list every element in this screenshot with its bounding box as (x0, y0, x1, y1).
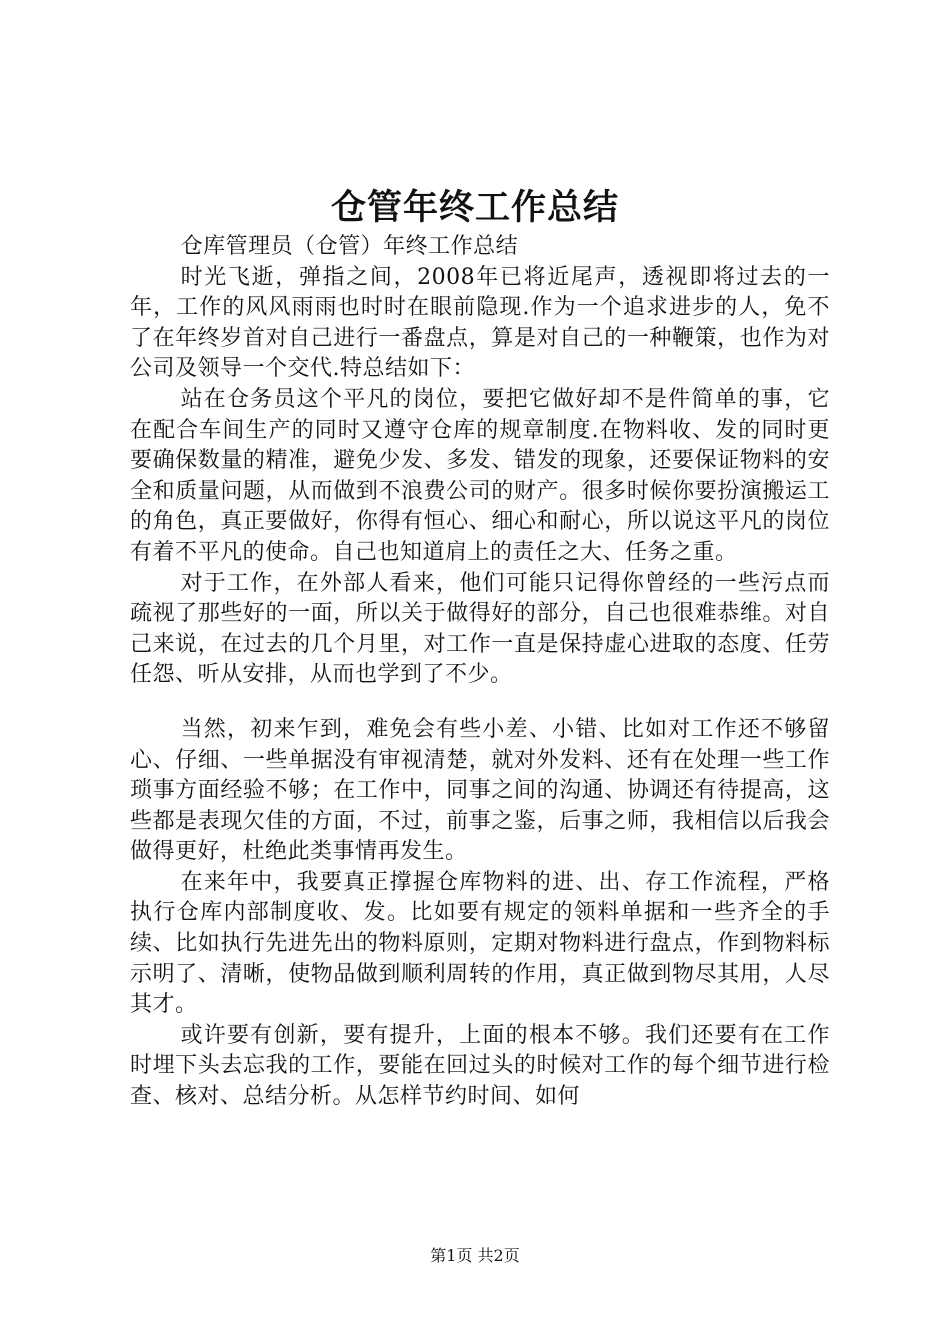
paragraph-role: 站在仓务员这个平凡的岗位，要把它做好却不是件简单的事，它在配合车间生产的同时又遵守仓库的规章制度.在物料收、发的同时更要确保数量的精准，避免少发、多发、错发的现象，还要保证物料的安全和质量问题，从而做到不浪费公司的财产。很多时候你要扮演搬运工的角色，真正要做好，你得有恒心、细心和耐心，所以说这平凡的岗位有着不平凡的使命。自己也知道肩上的责任之大、任务之重。 (130, 386, 830, 565)
document-title: 仓管年终工作总结 (330, 187, 619, 228)
document-body (130, 232, 830, 1113)
paragraph-plan: 在来年中，我要真正撑握仓库物料的进、出、存工作流程，严格执行仓库内部制度收、发。比如要有规定的领料单据和一些齐全的手续、比如执行先进先出的物料原则，定期对物料进行盘点，作到物料标示明了、清晰，使物品做到顺利周转的作用，真正做到物尽其用，人尽其才。 (130, 869, 830, 1018)
paragraph-attitude: 对于工作，在外部人看来，他们可能只记得你曾经的一些污点而疏视了那些好的一面，所以关于做得好的部分，自己也很难恭维。对自己来说，在过去的几个月里，对工作一直是保持虚心进取的态度、任劳任怨、听从安排，从而也学到了不少。 (130, 570, 830, 688)
paragraph-subtitle: 仓库管理员（仓管）年终工作总结 (180, 234, 519, 259)
paragraph-intro: 时光飞逝，弹指之间，2008年已将近尾声，透视即将过去的一年，工作的风风雨雨也时时在眼前隐现.作为一个追求进步的人，免不了在年终岁首对自己进行一番盘点，算是对自己的一种鞭策，也作为对公司及领导一个交代.特总结如下： (130, 264, 830, 382)
page-footer: 第1页 共2页 (430, 1246, 520, 1265)
paragraph-shortcomings: 当然，初来乍到，难免会有些小差、小错、比如对工作还不够留心、仔细、一些单据没有审视清楚，就对外发料、还有在处理一些工作琐事方面经验不够；在工作中，同事之间的沟通、协调还有待提高，这些都是表现欠佳的方面，不过，前事之鉴，后事之师，我相信以后我会做得更好，杜绝此类事情再发生。 (130, 716, 830, 865)
paragraph-innovation: 或许要有创新，要有提升，上面的根本不够。我们还要有在工作时埋下头去忘我的工作，要能在回过头的时候对工作的每个细节进行检查、核对、总结分析。从怎样节约时间、如何 (130, 1022, 830, 1110)
